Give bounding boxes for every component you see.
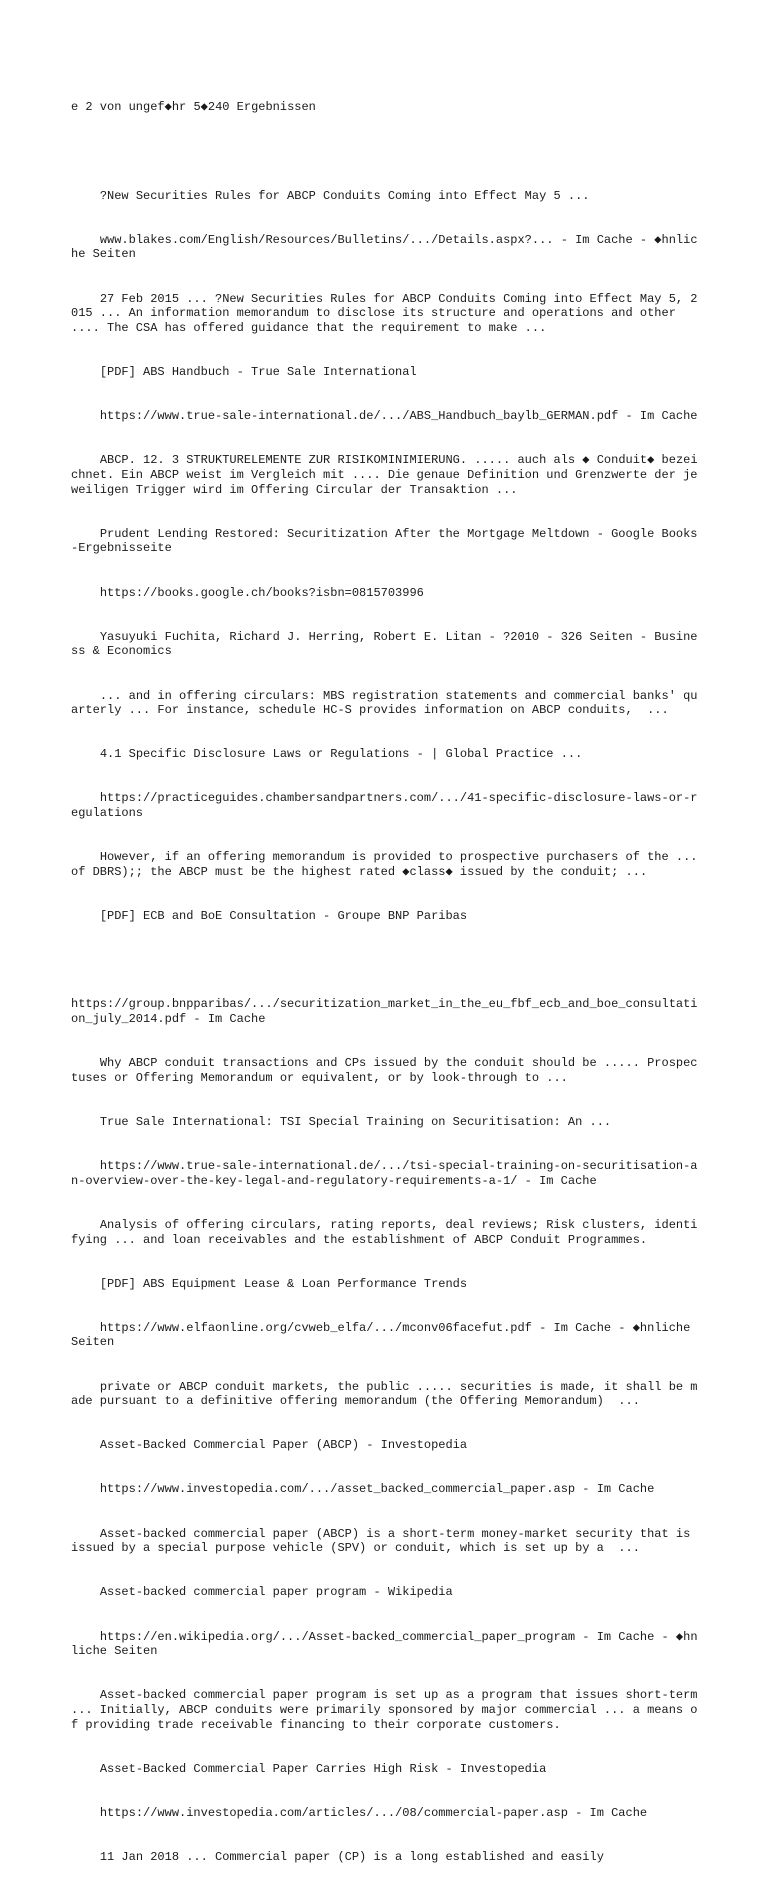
result-title: Asset-backed commercial paper program - Wikipedia	[71, 1585, 453, 1600]
result-url: https://group.bnpparibas/.../securitization_market_in_the_eu_fbf_ecb_and_boe_consultation_july_2014.pdf - Im Cache	[71, 997, 698, 1026]
result-url: https://books.google.ch/books?isbn=0815703996	[71, 585, 424, 600]
result-url: https://practiceguides.chambersandpartners.com/.../41-specific-disclosure-laws-or-regulations	[71, 791, 698, 821]
result-title: Asset-Backed Commercial Paper (ABCP) - Investopedia	[71, 1438, 468, 1453]
blank-line	[71, 953, 701, 968]
result-snippet: 27 Feb 2015 ... ?New Securities Rules for ABCP Conduits Coming into Effect May 5, 2015 ... An information memorandum to disclose its structure and operations and other .... The CSA has offered guidance that the requirement to make ...	[71, 291, 698, 335]
result-title: 4.1 Specific Disclosure Laws or Regulations - | Global Practice ...	[71, 747, 583, 762]
result-url: https://en.wikipedia.org/.../Asset-backed_commercial_paper_program - Im Cache - ◆hnliche Seiten	[71, 1629, 698, 1659]
result-snippet: Asset-backed commercial paper (ABCP) is a short-term money-market security that is issued by a special purpose vehicle (SPV) or conduit, which is set up by a ...	[71, 1526, 698, 1556]
results-count: e 2 von ungef◆hr 5◆240 Ergebnissen	[71, 100, 316, 115]
blank-line	[71, 145, 701, 160]
result-title: [PDF] ABS Handbuch - True Sale International	[71, 365, 417, 380]
result-snippet: Analysis of offering circulars, rating reports, deal reviews; Risk clusters, identifying ... and loan receivables and the establishment of ABCP Conduit Programmes.	[71, 1217, 698, 1247]
result-snippet: Why ABCP conduit transactions and CPs issued by the conduit should be ..... Prospectuses or Offering Memorandum or equivalent, or by look-through to ...	[71, 1056, 698, 1085]
search-results-text	[71, 71, 705, 1879]
result-snippet: private or ABCP conduit markets, the public ..... securities is made, it shall be made pursuant to a definitive offering memorandum (the Offering Memorandum) ...	[71, 1379, 698, 1409]
result-url: https://www.true-sale-international.de/.../ABS_Handbuch_baylb_GERMAN.pdf - Im Cache	[71, 409, 698, 424]
result-snippet: However, if an offering memorandum is provided to prospective purchasers of the ... of DBRS);; the ABCP must be the highest rated ◆class◆ issued by the conduit; ...	[71, 850, 705, 879]
result-title: ?New Securities Rules for ABCP Conduits Coming into Effect May 5 ...	[71, 188, 590, 203]
result-snippet: 11 Jan 2018 ... Commercial paper (CP) is a long established and easily	[71, 1850, 604, 1865]
result-snippet: ... and in offering circulars: MBS registration statements and commercial banks' quarterly ... For instance, schedule HC-S provides information on ABCP conduits, ...	[71, 688, 698, 718]
result-url: www.blakes.com/English/Resources/Bulletins/.../Details.aspx?... - Im Cache - ◆hnliche Seiten	[71, 232, 698, 262]
result-title: [PDF] ABS Equipment Lease & Loan Performance Trends	[71, 1276, 468, 1291]
result-title: True Sale International: TSI Special Training on Securitisation: An ...	[71, 1114, 612, 1129]
result-title: [PDF] ECB and BoE Consultation - Groupe BNP Paribas	[71, 909, 468, 924]
result-url: https://www.true-sale-international.de/.../tsi-special-training-on-securitisation-an-overview-over-the-key-legal-and-regulatory-requirements-a-1/ - Im Cache	[71, 1159, 698, 1188]
result-url: https://www.investopedia.com/articles/.../08/commercial-paper.asp - Im Cache	[71, 1805, 648, 1820]
result-title: Asset-Backed Commercial Paper Carries High Risk - Investopedia	[71, 1761, 547, 1776]
result-snippet: Asset-backed commercial paper program is set up as a program that issues short-term ... Initially, ABCP conduits were primarily sponsored by major commercial ... a means of providing trade receivable financing to their corporate customers.	[71, 1688, 705, 1732]
result-meta: Yasuyuki Fuchita, Richard J. Herring, Robert E. Litan - ?2010 - 326 Seiten - Business & Economics	[71, 629, 698, 659]
result-url: https://www.investopedia.com/.../asset_backed_commercial_paper.asp - Im Cache	[71, 1482, 655, 1497]
result-url: https://www.elfaonline.org/cvweb_elfa/.../mconv06facefut.pdf - Im Cache - ◆hnliche Seiten	[71, 1320, 698, 1350]
result-title: Prudent Lending Restored: Securitization After the Mortgage Meltdown - Google Books-Ergebnisseite	[71, 526, 698, 556]
result-snippet: ABCP. 12. 3 STRUKTURELEMENTE ZUR RISIKOMINIMIERUNG. ..... auch als ◆ Conduit◆ bezeichnet. Ein ABCP weist im Vergleich mit .... Die genaue Definition und Grenzwerte der jeweiligen Trigger wird im Offering Circular der Transaktion ...	[71, 453, 698, 497]
